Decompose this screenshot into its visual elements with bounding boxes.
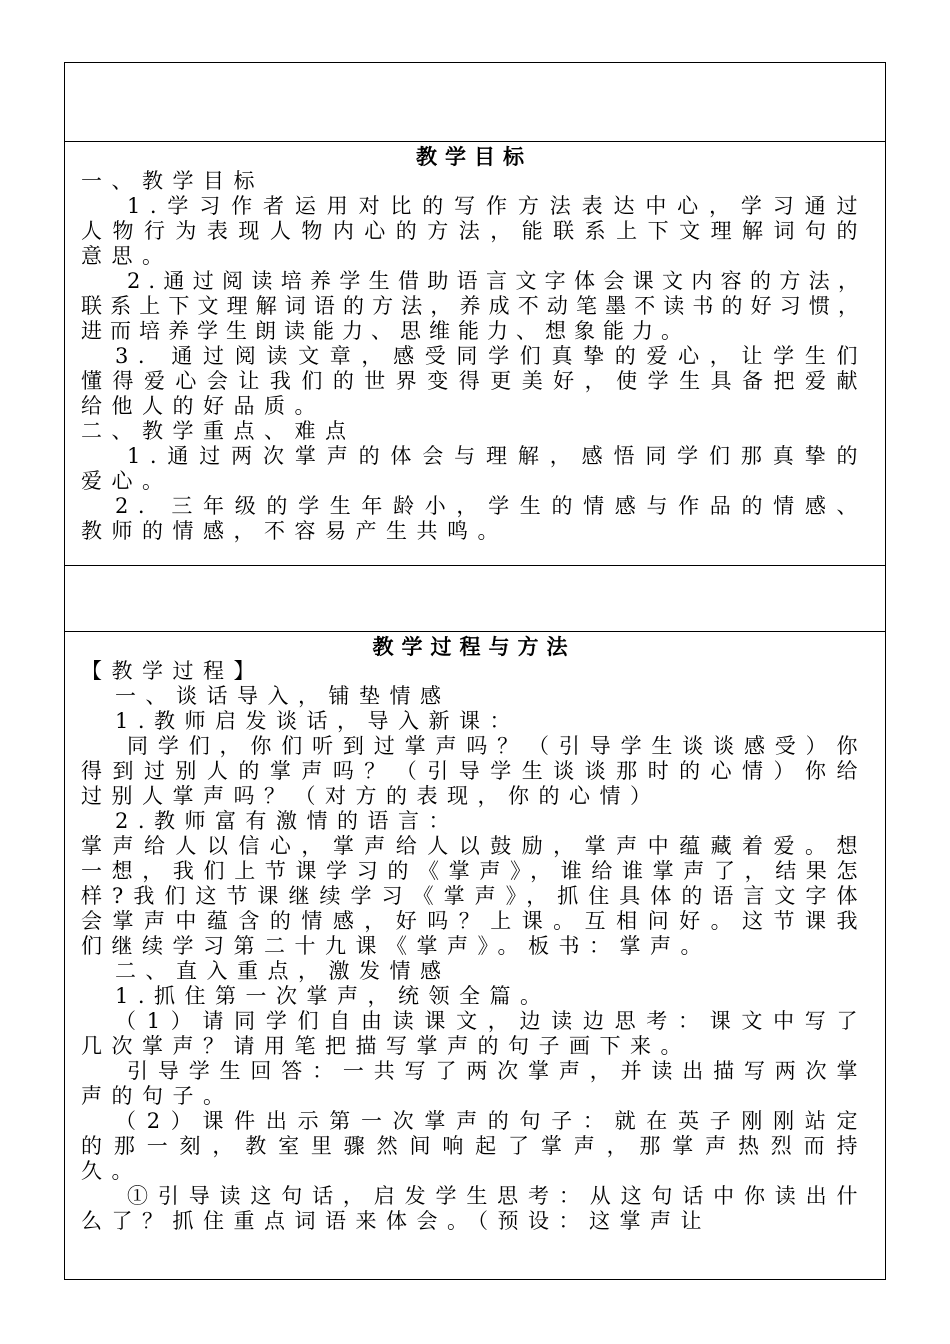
process-step: 2.教师富有激情的语言： bbox=[115, 809, 460, 833]
goals-section-title: 一、教学目标 bbox=[81, 169, 264, 193]
row-divider bbox=[65, 565, 885, 566]
key-points-title: 二、教学重点、难点 bbox=[81, 419, 356, 443]
process-paragraph: 掌声给人以信心，掌声给人以鼓励，掌声中蕴藏着爱。想一想，我们上节课学习的《掌声》，谁给谁掌声了，结果怎样?我们这节课继续学习《掌声》，抓住具体的语言文字体会掌声中蕴含的情感，好吗？上课。互相问好。这节课我们继续学习第二十九课《掌声》。板书：掌声。 bbox=[81, 834, 867, 958]
process-heading: 教学过程与方法 bbox=[372, 634, 576, 659]
goals-section bbox=[81, 144, 867, 544]
row-divider bbox=[65, 631, 885, 632]
lesson-plan-table bbox=[64, 62, 886, 1280]
key-point-item: 2. 三年级的学生年龄小，学生的情感与作品的情感、教师的情感，不容易产生共鸣。 bbox=[81, 494, 867, 543]
process-step: 1.教师启发谈话，导入新课： bbox=[115, 709, 521, 733]
process-paragraph: （2）课件出示第一次掌声的句子：就在英子刚刚站定的那一刻，教室里骤然间响起了掌声，那掌声热烈而持久。 bbox=[81, 1109, 867, 1183]
process-step-title: 二、直入重点，激发情感 bbox=[115, 959, 451, 983]
goal-item: 3. 通过阅读文章，感受同学们真挚的爱心，让学生们懂得爱心会让我们的世界变得更美好，使学生具备把爱献给他人的好品质。 bbox=[81, 344, 867, 418]
goal-item: 1.学习作者运用对比的写作方法表达中心，学习通过人物行为表现人物内心的方法，能联系上下文理解词句的意思。 bbox=[81, 194, 867, 268]
process-paragraph: （1）请同学们自由读课文，边读边思考：课文中写了几次掌声？请用笔把描写掌声的句子画下来。 bbox=[81, 1009, 867, 1058]
key-point-item: 1.通过两次掌声的体会与理解，感悟同学们那真挚的爱心。 bbox=[81, 444, 867, 493]
process-title: 【教学过程】 bbox=[81, 659, 264, 683]
goals-heading: 教学目标 bbox=[416, 144, 532, 169]
process-paragraph: 引导学生回答：一共写了两次掌声，并读出描写两次掌声的句子。 bbox=[81, 1059, 867, 1108]
process-step: 1.抓住第一次掌声，统领全篇。 bbox=[115, 984, 551, 1008]
process-paragraph: 同学们，你们听到过掌声吗？（引导学生谈谈感受）你得到过别人的掌声吗？（引导学生谈谈那时的心情）你给过别人掌声吗？（对方的表现，你的心情） bbox=[81, 734, 867, 808]
process-step-title: 一、谈话导入，铺垫情感 bbox=[115, 684, 451, 708]
row-divider bbox=[65, 141, 885, 142]
process-paragraph: ①引导读这句话，启发学生思考：从这句话中你读出什么了？抓住重点词语来体会。（预设：这掌声让 bbox=[81, 1184, 867, 1233]
goal-item: 2.通过阅读培养学生借助语言文字体会课文内容的方法，联系上下文理解词语的方法，养成不动笔墨不读书的好习惯，进而培养学生朗读能力、思维能力、想象能力。 bbox=[81, 269, 867, 343]
process-section bbox=[81, 634, 867, 1234]
